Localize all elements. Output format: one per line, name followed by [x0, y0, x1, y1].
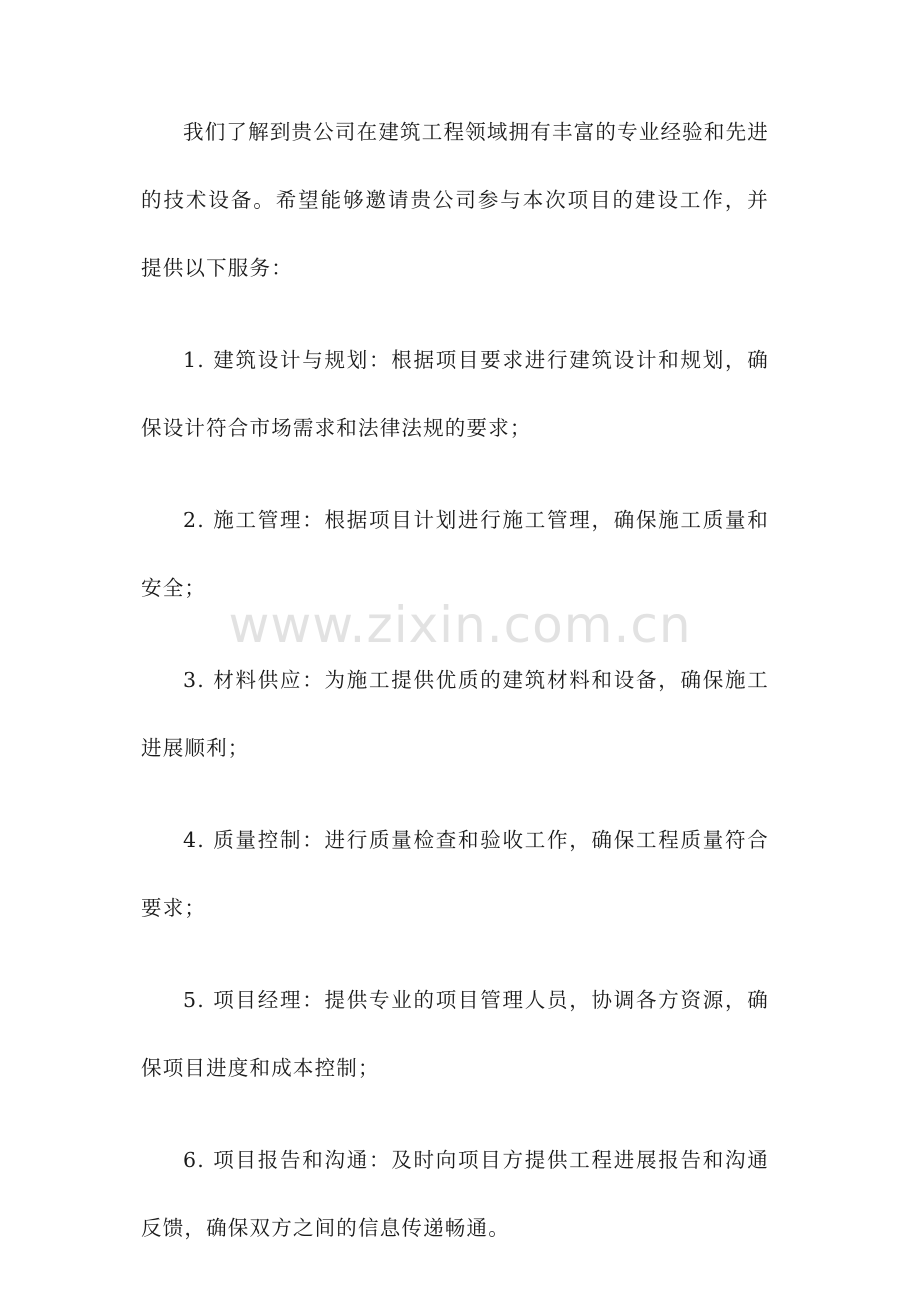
document-body: [141, 98, 769, 1286]
service-item-4: 4. 质量控制：进行质量检查和验收工作，确保工程质量符合要求；: [141, 828, 769, 920]
service-item-1: 1. 建筑设计与规划：根据项目要求进行建筑设计和规划，确保设计符合市场需求和法律法规的要求；: [141, 348, 769, 440]
intro-paragraph: 我们了解到贵公司在建筑工程领域拥有丰富的专业经验和先进的技术设备。希望能够邀请贵公司参与本次项目的建设工作，并提供以下服务：: [141, 120, 769, 280]
service-item-2: 2. 施工管理：根据项目计划进行施工管理，确保施工质量和安全；: [141, 508, 769, 600]
watermark: www.zixin.com.cn: [228, 596, 692, 654]
service-item-3: 3. 材料供应：为施工提供优质的建筑材料和设备，确保施工进展顺利；: [141, 668, 769, 760]
service-item-6: 6. 项目报告和沟通：及时向项目方提供工程进展报告和沟通反馈，确保双方之间的信息传递畅通。: [141, 1148, 769, 1240]
service-item-5: 5. 项目经理：提供专业的项目管理人员，协调各方资源，确保项目进度和成本控制；: [141, 988, 769, 1080]
